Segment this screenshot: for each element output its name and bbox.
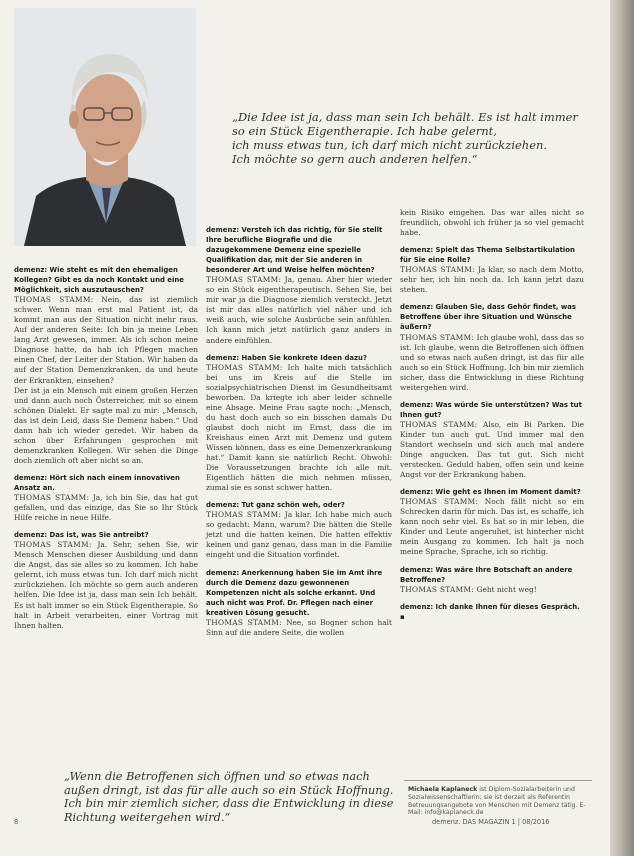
text-column-1 [14,258,198,631]
answer-text: Der ist ja ein Mensch mit einem großen Herzen und dann auch noch Österreicher, mit so einem schönen Dialekt. Er sagte mal zu mir: „Mensch, das ist dein Leid, dass Sie Demenz haben.“ Und dann hab ich wieder geredet. Wir haben da schon über Erfahrungen gesprochen mit demenzkranken Kollegen. Wir sehen die Dinge doch ziemlich oft aber nicht so an. [14,385,198,465]
answer-text: Ja, genau. Aber hier wieder so ein Stück eigentherapeutisch. Sehen Sie, bei mir war ja die Diagnose ziemlich versteckt. Jetzt ist mir das alles natürlich viel näher und ich weiß auch, wie solche Ausbrüche sein anfühlen. Ich kann mich jetzt natürlich ganz anders in andere einfühlen. [206,275,392,345]
question-text: demenz: Was wäre Ihre Botschaft an andere Betroffene? [400,565,573,584]
interview-answer [400,333,584,393]
interview-answer [14,540,198,630]
question-text: demenz: Wie steht es mit den ehemaligen Kollegen? Gibt es da noch Kontakt und eine Möglichkeit, sich auszutauschen? [14,266,184,295]
answer-text: Ich glaube wohl, dass das so ist. Ich glaube, wenn die Betroffenen sich öffnen und so etwas nach außen dringt, ist das für alle auch so ein Stück Hoffnung. Ich bin mir ziemlich sicher, dass die Entwicklung in diese Richtung weitergehen wird. [400,332,585,392]
interview-answer [14,493,198,523]
speaker-name: THOMAS STAMM: [206,275,282,285]
question-text: demenz: Versteh ich das richtig, für Sie stellt Ihre berufliche Biografie und die dazugekommene Demenz eine spezielle Qualifikation dar, mit der Sie anderen in besonderer Art und Weise helfen möchten? [206,226,383,275]
footer-info: demenz. DAS MAGAZIN 1 | 08/2016 [432,818,550,826]
interview-answer [14,386,198,466]
speaker-name: THOMAS STAMM: [400,419,478,429]
interview-answer [14,295,198,385]
portrait-photo [14,8,196,246]
question-text: demenz: Ich danke Ihnen für dieses Gespräch. ▪ [400,602,580,621]
pull-quote-line: ich muss etwas tun, ich darf mich nicht zurückziehen. [232,138,548,152]
bottom-pull-quote [64,770,394,824]
page-fold-edge [610,0,634,856]
interview-answer [206,275,392,345]
bottom-quote-line: Ich bin mir ziemlich sicher, dass die Entwicklung in diese [64,797,394,811]
interview-answer [206,618,392,638]
answer-text: Nein, das ist ziemlich schwer. Wenn man erst mal Patient ist, da kommt man aus der Situation nicht mehr raus. Auf der anderen Seite: Ich bin ja meine Leben lang Arzt gewesen, immer. Als ich schon meine Diagnose hatte, da hab ich Pflegen machen einen Chef, der Leiter der Station. Wir haben da auf der Station Demenzkranken, da und heute der Erkrankten, einsehen? [14,295,198,385]
pull-quote-line: „Die Idee ist ja, dass man sein Ich behält. Es ist halt immer [232,110,578,124]
question-text: demenz: Spielt das Thema Selbstartikulation für Sie eine Rolle? [400,246,575,265]
interview-question [14,265,198,295]
interview-question [400,487,584,497]
interview-answer [206,510,392,560]
speaker-name: THOMAS STAMM: [400,265,475,275]
interview-answer [206,363,392,494]
question-text: demenz: Anerkennung haben Sie im Amt ihre durch die Demenz dazu gewonnenen Kompetenzen nicht als solche erkannt. Und auch nicht was Prof. Dr. Pflegen nach einer kreativen Lösung gesucht. [206,568,383,617]
answer-text: Ja klar. Ich habe mich auch so gedacht: Mann, warum? Die hätten die Stelle jetzt und die hatten keinen. Die hatten effektiv keinen und ganz genau, dass man in die Familie eingeht und die Situation vorfindet. [206,510,393,560]
interview-question [206,568,392,618]
speaker-name: THOMAS STAMM: [206,510,282,520]
text-column-3 [400,208,584,622]
question-text: demenz: Glauben Sie, dass Gehör findet, was Betroffene über ihre Situation und Wünsche äußern? [400,303,577,332]
question-text: demenz: Haben Sie konkrete Ideen dazu? [206,353,367,362]
author-name: Michaela Kaplaneck [408,786,478,793]
answer-text: Nee, so Bogner schon halt Sinn auf die andere Seite, die wollen [206,617,392,637]
answer-text: Noch fällt nicht so ein Schrecken darin für mich. Das ist, es schaffe, ich kann noch sehr viel. Es hat so in mir leben, die Kinder und Leute angeruhet, ist hinterher nicht mein Ausgang zu kommen. Ich halt ja noch meine Sprache, Sprache, ich so richtig. [400,497,584,557]
bio-divider [404,780,592,781]
answer-text: Ich halte mich tatsächlich bei uns im Kreis auf die Stelle im sozialpsychiatrischen Dienst im Gesundheitsamt beworben. Da kriegte ich aber leider schnelle eine Absage. Meine Frau sagte noch: „Mensch, du hast doch auch so ein bisschen damals Du glaubst doch nicht im Ernst, dass die im Kreishaus einen Arzt mit Demenz und gutem Wissen können, dass es eine Demenzerkrankung hat.“ Damit kann sie natürlich Recht. Obwohl: Die Voraussetzungen brachte ich alle mit. Eigentlich hätten die mich nehmen müssen, zumal sie es sonst schwer hatten. [206,362,392,493]
page-number: 8 [14,818,19,826]
pull-quote-line: Ich möchte so gern auch anderen helfen.“ [232,152,478,166]
answer-text: Geht nicht weg! [476,584,537,594]
speaker-name: THOMAS STAMM: [206,362,283,372]
interview-question [206,500,392,510]
interview-question [14,473,198,493]
bottom-quote-line: Richtung weitergehen wird.“ [64,810,231,824]
speaker-name: THOMAS STAMM: [400,584,475,594]
speaker-name: THOMAS STAMM: [14,540,92,550]
pull-quote-line: so ein Stück Eigentherapie. Ich habe gelernt, [232,124,497,138]
interview-answer [400,420,584,480]
bottom-quote-line: außen dringt, ist das für alle auch so ein Stück Hoffnung. [64,783,394,797]
interview-question [400,400,584,420]
question-text: demenz: Wie geht es Ihnen im Moment damit? [400,488,581,497]
speaker-name: THOMAS STAMM: [206,617,282,627]
interview-question [400,602,584,622]
interview-answer [400,585,584,595]
interview-answer [400,265,584,295]
portrait-illustration [14,8,196,246]
answer-text: Ja. Sehr, sehen Sie, wir Mensch Menschen dieser Ausbildung und dann die Angst, das sie alles so zu kommen. Ich habe gelernt, ich muss etwas tun. Ich darf mich nicht zurückziehen. Ich möchte so gern auch anderen helfen. Die Idee ist ja, dass man sein Ich behält. Es ist halt immer so ein Stück Eigentherapie. So halt in Arbeit verarbeiten, einer Vortrag mit Ihnen halten. [14,540,198,630]
answer-text: Ja, ich bin Sie, das hat gut gefallen, und das einzige, das Sie so Ihr Stück Hilfe reiche in neue Hilfe. [14,493,198,523]
answer-text: Also, ein Bi Parken. Die Kinder tun auch gut. Und immer mal den Standort wechseln und sich auch mal andere Dinge angucken. Das tut gut. Sich nicht verstecken. Geduld haben, offen sein und keine Angst vor der Erkrankung haben. [400,419,585,480]
interview-answer [400,208,584,238]
question-text: demenz: Hört sich nach einem innovativen Ansatz an. [14,473,180,492]
question-text: demenz: Was würde Sie unterstützen? Was tut Ihnen gut? [400,400,582,419]
speaker-name: THOMAS STAMM: [14,493,90,503]
interview-question [14,530,198,540]
interview-question [206,225,392,275]
answer-text: kein Risiko eingehen. Das war alles nicht so freundlich, obwohl ich früher ja so viel gemacht habe. [400,208,584,238]
bottom-quote-line: „Wenn die Betroffenen sich öffnen und so etwas nach [64,770,370,783]
author-bio-text: ist Diplom-Sozialarbeiterin und Sozialwissenschaftlerin; sie ist derzeit als Referentin Betreuungsangebote von Menschen mit Demenz tätig. E-Mail: info@kaplaneck.de [408,786,586,817]
text-column-2 [206,218,392,638]
pull-quote [232,110,578,166]
author-bio [408,786,588,817]
interview-question [400,565,584,585]
answer-text: Ja klar, so nach dem Motto, sehr her, ich bin noch da. Ich kann jetzt dazu stehen. [400,265,584,295]
speaker-name: THOMAS STAMM: [400,332,475,342]
interview-answer [400,497,584,557]
interview-question [206,353,392,363]
speaker-name: THOMAS STAMM: [400,497,479,507]
question-text: demenz: Das ist, was Sie antreibt? [14,531,149,540]
interview-question [400,302,584,332]
question-text: demenz: Tut ganz schön weh, oder? [206,501,345,510]
speaker-name: THOMAS STAMM: [14,295,94,305]
interview-question [400,245,584,265]
